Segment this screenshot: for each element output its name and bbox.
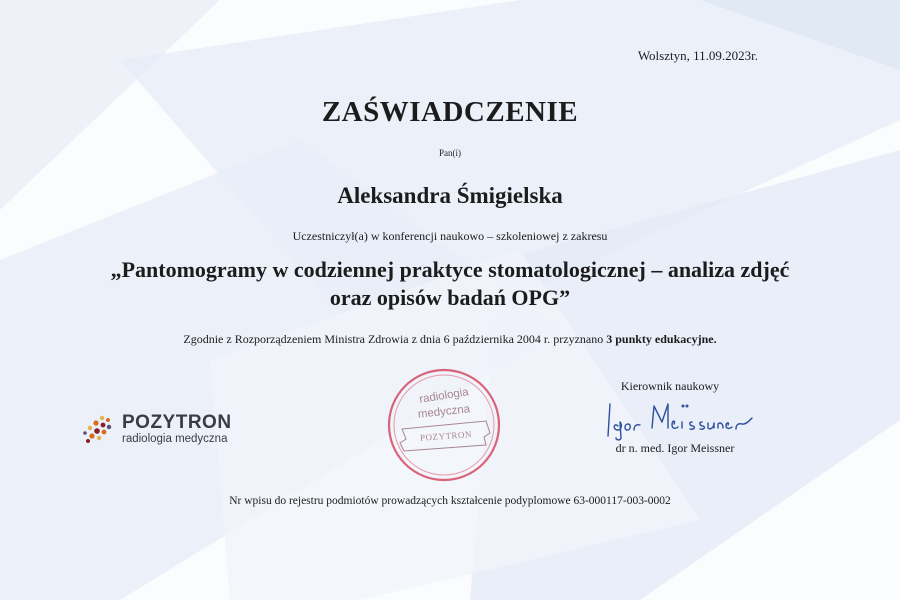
signatory-role: Kierownik naukowy — [620, 379, 720, 393]
pozytron-logo — [78, 410, 258, 452]
certificate-title: ZAŚWIADCZENIE — [321, 96, 579, 128]
logo-name: POZYTRON — [122, 412, 232, 433]
place-date: Wolsztyn, 11.09.2023r. — [637, 48, 758, 63]
topic-line-1: „Pantomogramy w codziennej praktyce stomatologicznej – analiza zdjęć — [110, 257, 790, 282]
education-points: 3 punkty edukacyjne. — [606, 332, 717, 346]
logo-subtitle: radiologia medyczna — [122, 433, 228, 445]
stamp-text-line-1: radiologia — [418, 386, 470, 406]
signatory-name: dr n. med. Igor Meissner — [615, 441, 735, 455]
registry-number: Nr wpisu do rejestru podmiotów prowadzących kształcenie podyplomowe 63-000117-003-0002 — [229, 495, 671, 507]
participation-text: Uczestniczył(a) w konferencji naukowo – szkoleniowej z zakresu — [292, 229, 608, 243]
handwritten-signature — [596, 398, 756, 442]
salutation: Pan(i) — [439, 148, 461, 158]
recipient-name: Aleksandra Śmigielska — [337, 183, 563, 208]
regulation-statement — [0, 332, 900, 347]
conference-topic — [0, 256, 900, 312]
company-stamp — [386, 367, 502, 483]
stamp-banner: POZYTRON — [419, 429, 473, 443]
logo-dots-icon — [78, 410, 118, 450]
topic-line-2: oraz opisów badań OPG” — [329, 285, 571, 310]
regulation-text: Zgodnie z Rozporządzeniem Ministra Zdrowia z dnia 6 października 2004 r. przyznano — [183, 332, 607, 346]
stamp-text-line-2: medyczna — [417, 403, 471, 421]
